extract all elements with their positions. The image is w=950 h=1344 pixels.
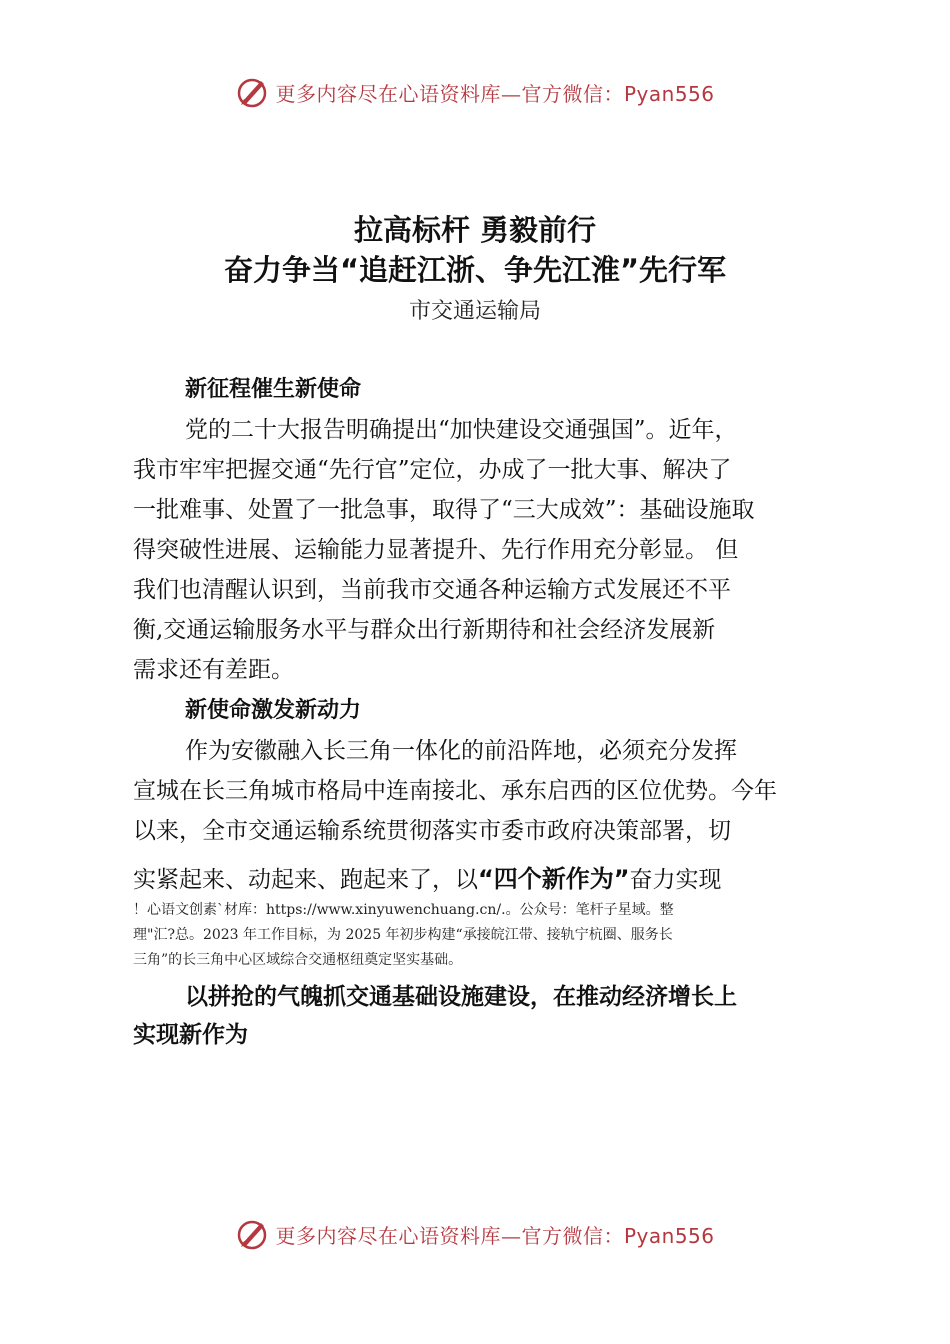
section2-small-note (133, 898, 833, 973)
section2-last-line: 实紧起来、动起来、跑起来了，以“四个新作为”奋力实现 (133, 865, 722, 893)
section1-heading: 新征程催生新使命 (185, 377, 362, 402)
section1-line: 需求还有差距。 (133, 657, 294, 683)
pen-logo-icon (235, 1217, 269, 1251)
small-note-line: 理"汇?总。2023 年工作目标，为 2025 年初步构建“承接皖江带、接轨宁杭圈、服务长 (133, 927, 673, 943)
section2-line: 宣城在长三角城市格局中连南接北、承东启西的区位优势。今年 (133, 778, 777, 804)
wechat-id: Pyan556 (623, 1223, 715, 1248)
doc-title-line2: 奋力争当“追赶江浙、争先江淮”先行军 (223, 253, 727, 287)
section3-heading-line: 以拼抢的气魄抓交通基础设施建设，在推动经济增长上 (185, 984, 737, 1010)
section1-line: 得突破性进展、运输能力显著提升、先行作用充分彰显。 但 (133, 537, 739, 563)
section2-heading: 新使命激发新动力 (185, 698, 362, 723)
section1-line: 衡,交通运输服务水平与群众出行新期待和社会经济发展新 (133, 617, 716, 643)
section1-line: 我们也清醒认识到，当前我市交通各种运输方式发展还不平 (133, 577, 731, 603)
section1-line: 一批难事、处置了一批急事，取得了“三大成效”：基础设施取 (133, 497, 755, 523)
watermark-text: 更多内容尽在心语资料库—官方微信：Pyan556 (275, 1223, 715, 1248)
section2-line: 以来，全市交通运输系统贯彻落实市委市政府决策部署，切 (133, 818, 731, 844)
pen-logo-icon (235, 75, 269, 109)
watermark-banner-top (0, 72, 950, 112)
section1-line: 党的二十大报告明确提出“加快建设交通强国”。近年， (185, 417, 738, 443)
section1-line: 我市牢牢把握交通“先行官”定位，办成了一批大事、解决了 (133, 457, 732, 483)
watermark-banner-bottom (0, 1214, 950, 1254)
section3-heading-line: 实现新作为 (133, 1022, 248, 1048)
section2-paragraph (133, 731, 833, 851)
small-note-line: 三角”的长三角中心区域综合交通枢纽奠定坚实基础。 (133, 952, 463, 968)
small-note-line: ！心语文创素`材库：https://www.xinyuwenchuang.cn/.。公众号：笔杆子星域。整 (133, 902, 674, 918)
section1-paragraph (133, 410, 833, 690)
watermark-text: 更多内容尽在心语资料库—官方微信：Pyan556 (275, 81, 715, 106)
doc-author: 市交通运输局 (408, 299, 541, 324)
wechat-id: Pyan556 (623, 81, 715, 106)
section3-heading (133, 978, 833, 1054)
doc-title-line1: 拉高标杆 勇毅前行 (353, 213, 597, 247)
section2-line: 作为安徽融入长三角一体化的前沿阵地，必须充分发挥 (185, 738, 737, 764)
four-new-achievements-emphasis: “四个新作为” (478, 865, 630, 893)
